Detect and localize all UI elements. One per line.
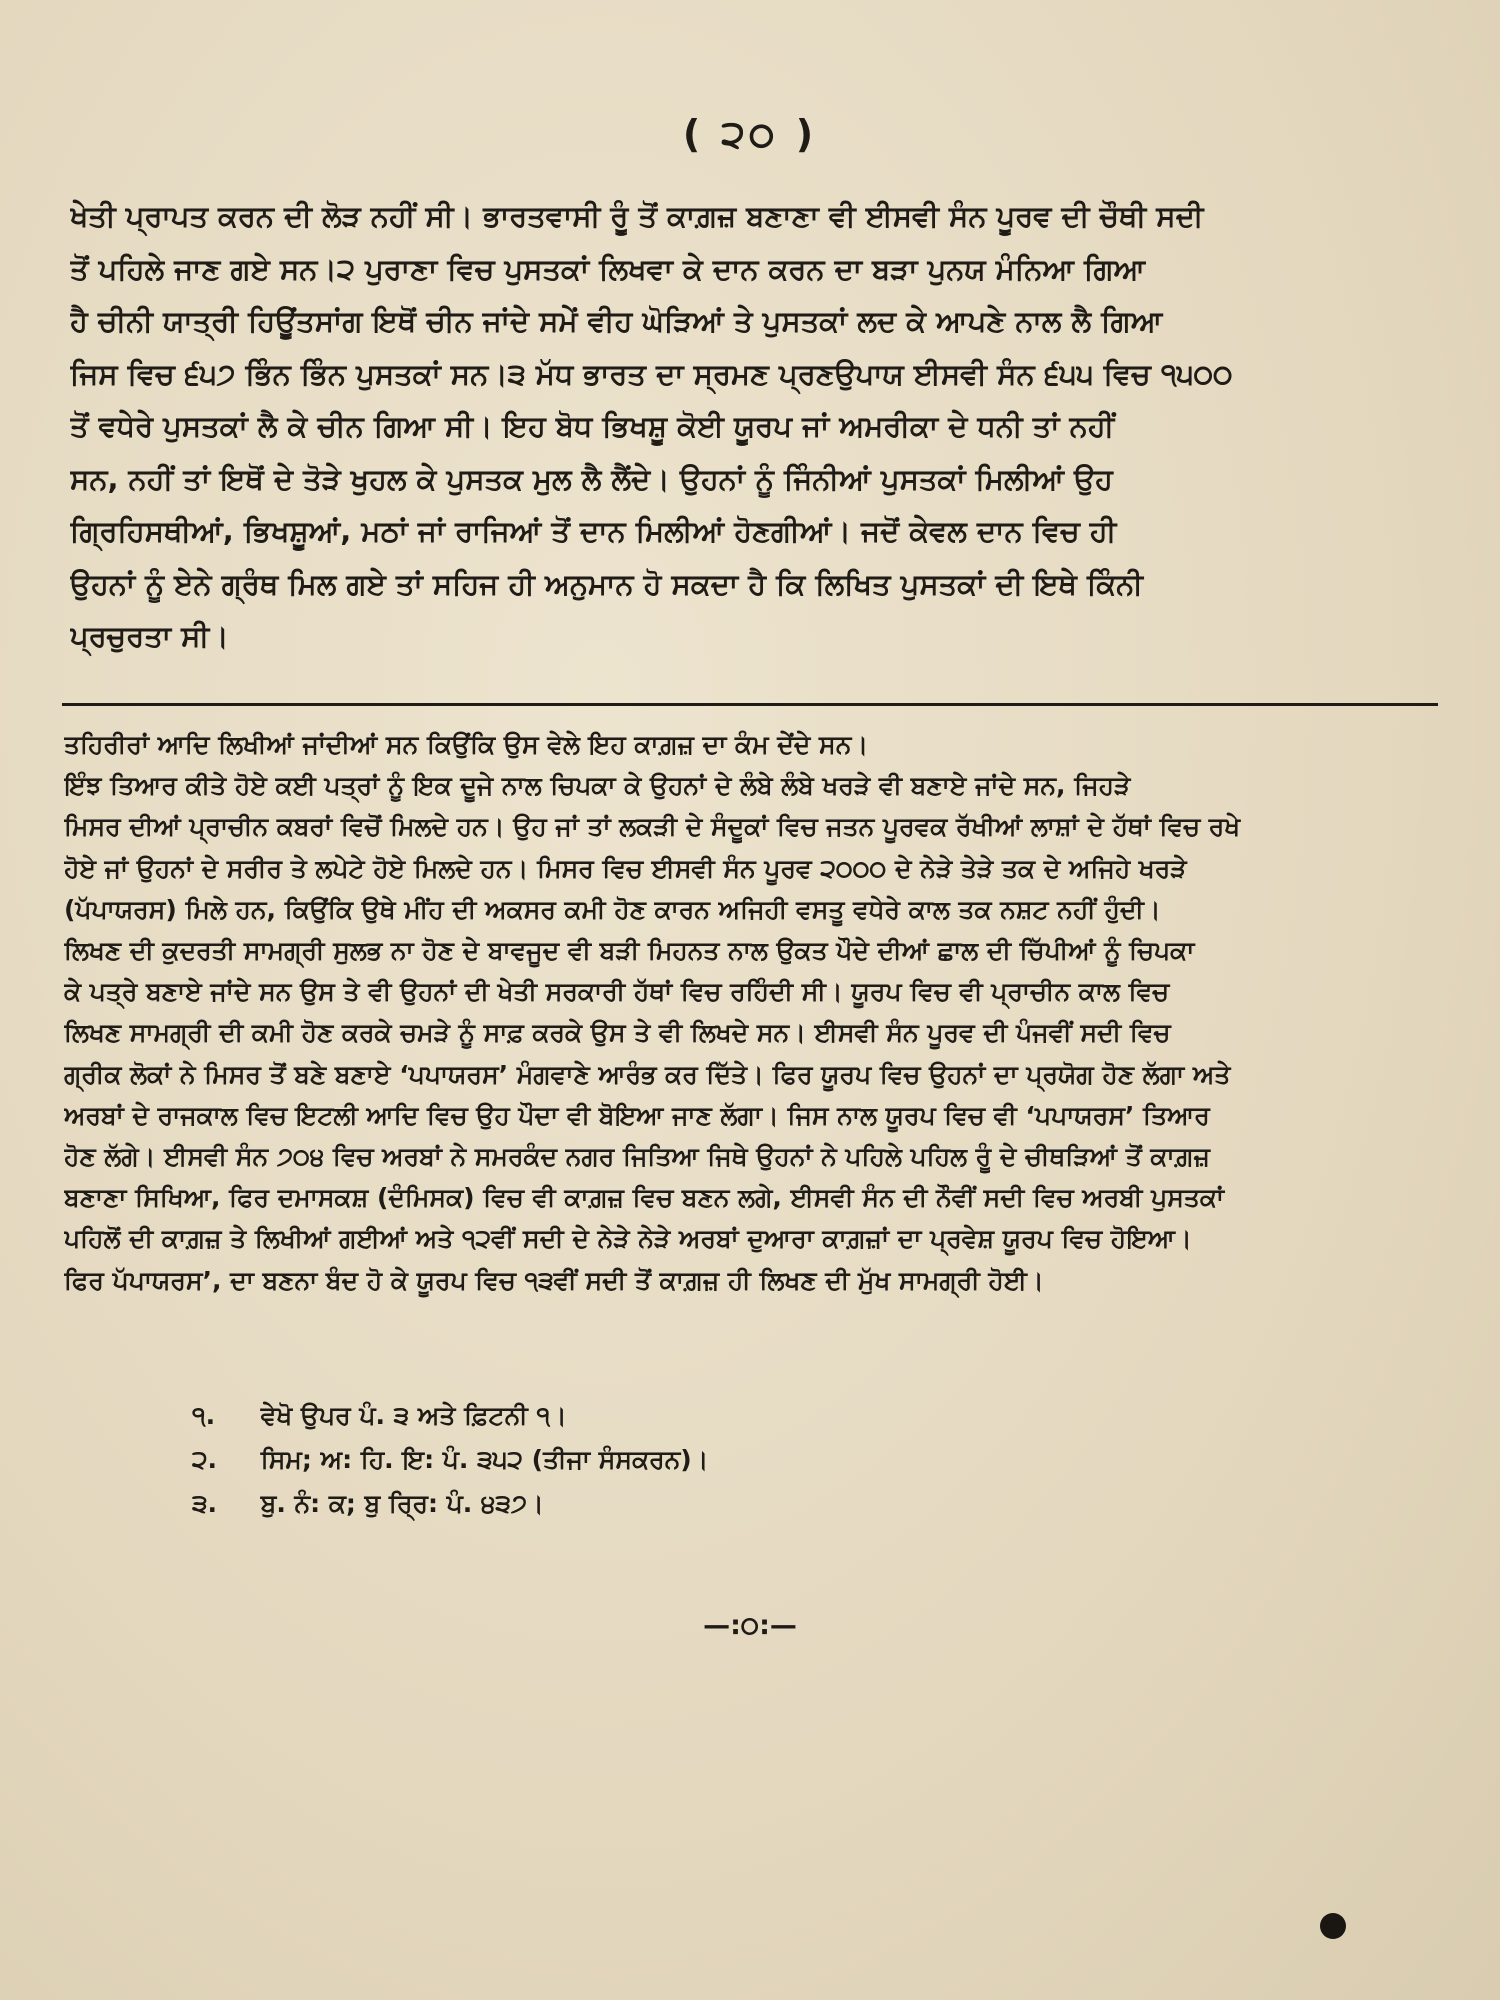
main-text-line: ਖੇਤੀ ਪ੍ਰਾਪਤ ਕਰਨ ਦੀ ਲੋੜ ਨਹੀਂ ਸੀ। ਭਾਰਤਵਾਸੀ ਰੂੰ ਤੋਂ ਕਾਗ਼ਜ਼ ਬਣਾਣਾ ਵੀ ਈਸਵੀ ਸੰਨ ਪੂਰਵ ਦੀ ਚੌਥੀ ਸਦੀ: [70, 199, 1204, 233]
main-text-line: ਗ੍ਰਿਹਿਸਥੀਆਂ, ਭਿਖਸ਼ੂਆਂ, ਮਠਾਂ ਜਾਂ ਰਾਜਿਆਂ ਤੋਂ ਦਾਨ ਮਿਲੀਆਂ ਹੋਣਗੀਆਂ। ਜਦੋਂ ਕੇਵਲ ਦਾਨ ਵਿਚ ਹੀ: [70, 514, 1117, 548]
reference-number: ੩.: [192, 1489, 218, 1518]
note-text-line: ਕੇ ਪਤ੍ਰੇ ਬਣਾਏ ਜਾਂਦੇ ਸਨ ਉਸ ਤੇ ਵੀ ਉਹਨਾਂ ਦੀ ਖੇਤੀ ਸਰਕਾਰੀ ਹੱਥਾਂ ਵਿਚ ਰਹਿੰਦੀ ਸੀ। ਯੂਰਪ ਵਿਚ ਵੀ ਪ੍ਰਾਚੀਨ ਕਾਲ ਵਿਚ: [64, 977, 1170, 1007]
note-text-line: ਹੋਏ ਜਾਂ ਉਹਨਾਂ ਦੇ ਸਰੀਰ ਤੇ ਲਪੇਟੇ ਹੋਏ ਮਿਲਦੇ ਹਨ। ਮਿਸਰ ਵਿਚ ਈਸਵੀ ਸੰਨ ਪੂਰਵ ੨੦੦੦ ਦੇ ਨੇੜੇ ਤੇੜੇ ਤਕ ਦੇ ਅਜਿਹੇ ਖਰੜੇ: [64, 853, 1187, 883]
reference-text: ਸਿਮ; ਅ: ਹਿ. ਇ: ਪੰ. ੩੫੨ (ਤੀਜਾ ਸੰਸਕਰਨ)।: [260, 1445, 709, 1474]
main-text-line: ਜਿਸ ਵਿਚ ੬੫੭ ਭਿੰਨ ਭਿੰਨ ਪੁਸਤਕਾਂ ਸਨ।੩ ਮੱਧ ਭਾਰਤ ਦਾ ਸ੍ਰਮਣ ਪ੍ਰਣਉਪਾਯ ਈਸਵੀ ਸੰਨ ੬੫੫ ਵਿਚ ੧੫੦੦: [70, 356, 1233, 391]
note-text-line: ਹੋਣ ਲੱਗੇ। ਈਸਵੀ ਸੰਨ ੭੦੪ ਵਿਚ ਅਰਬਾਂ ਨੇ ਸਮਰਕੰਦ ਨਗਰ ਜਿਤਿਆ ਜਿਥੇ ਉਹਨਾਂ ਨੇ ਪਹਿਲੇ ਪਹਿਲ ਰੂੰ ਦੇ ਚੀਥੜਿਆਂ ਤੋਂ ਕਾਗ਼ਜ਼: [64, 1142, 1210, 1172]
reference-text: ਬੁ. ਨੰ: ਕ; ਬੁ ਰ੍ਰਿ: ਪੰ. ੪੩੭।: [260, 1489, 544, 1518]
reference-item: [192, 1394, 1092, 1438]
note-text-line: ਪਹਿਲੋਂ ਦੀ ਕਾਗ਼ਜ਼ ਤੇ ਲਿਖੀਆਂ ਗਈਆਂ ਅਤੇ ੧੨ਵੀਂ ਸਦੀ ਦੇ ਨੇੜੇ ਨੇੜੇ ਅਰਬਾਂ ਦੁਆਰਾ ਕਾਗ਼ਜ਼ਾਂ ਦਾ ਪ੍ਰਵੇਸ਼ ਯੂਰਪ ਵਿਚ ਹੋਇਆ।: [64, 1224, 1192, 1254]
reference-number: ੧.: [192, 1401, 216, 1430]
main-paragraph: [70, 190, 1435, 663]
main-text-line: ਸਨ, ਨਹੀਂ ਤਾਂ ਇਥੋਂ ਦੇ ਤੋੜੇ ਖੁਹਲ ਕੇ ਪੁਸਤਕ ਮੁਲ ਲੈ ਲੈਂਦੇ। ਉਹਨਾਂ ਨੂੰ ਜਿੰਨੀਆਂ ਪੁਸਤਕਾਂ ਮਿਲੀਆਂ ਉਹ: [70, 461, 1113, 496]
reference-number: ੨.: [192, 1445, 218, 1474]
main-text-line: ਤੋਂ ਪਹਿਲੇ ਜਾਣ ਗਏ ਸਨ।੨ ਪੁਰਾਣਾ ਵਿਚ ਪੁਸਤਕਾਂ ਲਿਖਵਾ ਕੇ ਦਾਨ ਕਰਨ ਦਾ ਬੜਾ ਪੁਨਯ ਮੰਨਿਆ ਗਿਆ: [70, 251, 1146, 286]
note-text-line: ਲਿਖਣ ਦੀ ਕੁਦਰਤੀ ਸਾਮਗ੍ਰੀ ਸੁਲਭ ਨਾ ਹੋਣ ਦੇ ਬਾਵਜੂਦ ਵੀ ਬੜੀ ਮਿਹਨਤ ਨਾਲ ਉਕਤ ਪੌਦੇ ਦੀਆਂ ਛਾਲ ਦੀ ਚਿੱਪੀਆਂ ਨੂੰ ਚਿਪਕਾ: [64, 936, 1195, 966]
note-text-line: ਅਰਬਾਂ ਦੇ ਰਾਜਕਾਲ ਵਿਚ ਇਟਲੀ ਆਦਿ ਵਿਚ ਉਹ ਪੌਦਾ ਵੀ ਬੋਇਆ ਜਾਣ ਲੱਗਾ। ਜਿਸ ਨਾਲ ਯੂਰਪ ਵਿਚ ਵੀ ‘ਪਪਾਯਰਸ’ ਤਿਆਰ: [64, 1100, 1210, 1130]
main-text-line: ਹੈ ਚੀਨੀ ਯਾਤ੍ਰੀ ਹਿਊਂਤਸਾਂਗ ਇਥੋਂ ਚੀਨ ਜਾਂਦੇ ਸਮੇਂ ਵੀਹ ਘੋੜਿਆਂ ਤੇ ਪੁਸਤਕਾਂ ਲਦ ਕੇ ਆਪਣੇ ਨਾਲ ਲੈ ਗਿਆ: [70, 304, 1163, 338]
main-text-line: ਉਹਨਾਂ ਨੂੰ ਏਨੇ ਗ੍ਰੰਥ ਮਿਲ ਗਏ ਤਾਂ ਸਹਿਜ ਹੀ ਅਨੁਮਾਨ ਹੋ ਸਕਦਾ ਹੈ ਕਿ ਲਿਖਿਤ ਪੁਸਤਕਾਂ ਦੀ ਇਥੇ ਕਿੰਨੀ: [70, 566, 1143, 601]
section-end-mark: —:੦:—: [703, 1610, 797, 1641]
reference-list: [192, 1394, 1092, 1526]
note-text-line: ਮਿਸਰ ਦੀਆਂ ਪ੍ਰਾਚੀਨ ਕਬਰਾਂ ਵਿਚੋਂ ਮਿਲਦੇ ਹਨ। ਉਹ ਜਾਂ ਤਾਂ ਲਕੜੀ ਦੇ ਸੰਦੂਕਾਂ ਵਿਚ ਜਤਨ ਪੂਰਵਕ ਰੱਖੀਆਂ ਲਾਸ਼ਾਂ ਦੇ ਹੱਥਾਂ ਵਿਚ ਰਖੇ: [64, 812, 1241, 842]
main-text-line: ਪ੍ਰਚੁਰਤਾ ਸੀ।: [70, 619, 229, 653]
note-text-line: ਗ੍ਰੀਕ ਲੋਕਾਂ ਨੇ ਮਿਸਰ ਤੋਂ ਬਣੇ ਬਣਾਏ ‘ਪਪਾਯਰਸ’ ਮੰਗਵਾਣੇ ਆਰੰਭ ਕਰ ਦਿੱਤੇ। ਫਿਰ ਯੂਰਪ ਵਿਚ ਉਹਨਾਂ ਦਾ ਪ੍ਰਯੋਗ ਹੋਣ ਲੱਗਾ ਅਤੇ: [64, 1059, 1231, 1089]
reference-item: [192, 1482, 1092, 1526]
footnote-divider: [62, 703, 1438, 706]
footnote-paragraph: [64, 724, 1438, 1301]
main-text-line: ਤੋਂ ਵਧੇਰੇ ਪੁਸਤਕਾਂ ਲੈ ਕੇ ਚੀਨ ਗਿਆ ਸੀ। ਇਹ ਬੋਧ ਭਿਖਸ਼ੂ ਕੋਈ ਯੂਰਪ ਜਾਂ ਅਮਰੀਕਾ ਦੇ ਧਨੀ ਤਾਂ ਨਹੀਂ: [70, 409, 1115, 443]
note-text-line: ਤਹਿਰੀਰਾਂ ਆਦਿ ਲਿਖੀਆਂ ਜਾਂਦੀਆਂ ਸਨ ਕਿਉਂਕਿ ਉਸ ਵੇਲੇ ਇਹ ਕਾਗ਼ਜ਼ ਦਾ ਕੰਮ ਦੇਂਦੇ ਸਨ।: [64, 730, 869, 759]
reference-item: [192, 1438, 1092, 1482]
note-text-line: ਲਿਖਣ ਸਾਮਗ੍ਰੀ ਦੀ ਕਮੀ ਹੋਣ ਕਰਕੇ ਚਮੜੇ ਨੂੰ ਸਾਫ਼ ਕਰਕੇ ਉਸ ਤੇ ਵੀ ਲਿਖਦੇ ਸਨ। ਈਸਵੀ ਸੰਨ ਪੂਰਵ ਦੀ ਪੰਜਵੀਂ ਸਦੀ ਵਿਚ: [64, 1018, 1171, 1048]
ink-spot: [1320, 1913, 1346, 1939]
note-text-line: (ਪੱਪਾਯਰਸ) ਮਿਲੇ ਹਨ, ਕਿਉਂਕਿ ਉਥੇ ਮੀਂਹ ਦੀ ਅਕਸਰ ਕਮੀ ਹੋਣ ਕਾਰਨ ਅਜਿਹੀ ਵਸਤੂ ਵਧੇਰੇ ਕਾਲ ਤਕ ਨਸ਼ਟ ਨਹੀਂ ਹੁੰਦੀ।: [64, 894, 1161, 924]
note-text-line: ਬਣਾਣਾ ਸਿਖਿਆ, ਫਿਰ ਦਮਾਸਕਸ਼ (ਦੰਮਿਸਕ) ਵਿਚ ਵੀ ਕਾਗ਼ਜ਼ ਵਿਚ ਬਣਨ ਲਗੇ, ਈਸਵੀ ਸੰਨ ਦੀ ਨੌਵੀਂ ਸਦੀ ਵਿਚ ਅਰਬੀ ਪੁਸਤਕਾਂ: [64, 1183, 1224, 1213]
reference-text: ਵੇਖੋ ਉਪਰ ਪੰ. ੩ ਅਤੇ ਫ਼ਿਟਨੀ ੧।: [260, 1401, 567, 1430]
note-text-line: ਫਿਰ ਪੱਪਾਯਰਸ’, ਦਾ ਬਣਨਾ ਬੰਦ ਹੋ ਕੇ ਯੂਰਪ ਵਿਚ ੧੩ਵੀਂ ਸਦੀ ਤੋਂ ਕਾਗ਼ਜ਼ ਹੀ ਲਿਖਣ ਦੀ ਮੁੱਖ ਸਾਮਗ੍ਰੀ ਹੋਈ।: [64, 1265, 1044, 1295]
page-number: ( ੨੦ ): [682, 112, 818, 156]
note-text-line: ਇੰਝ ਤਿਆਰ ਕੀਤੇ ਹੋਏ ਕਈ ਪਤ੍ਰਾਂ ਨੂੰ ਇਕ ਦੂਜੇ ਨਾਲ ਚਿਪਕਾ ਕੇ ਉਹਨਾਂ ਦੇ ਲੰਬੇ ਲੰਬੇ ਖਰੜੇ ਵੀ ਬਣਾਏ ਜਾਂਦੇ ਸਨ, ਜਿਹੜੇ: [64, 771, 1131, 801]
